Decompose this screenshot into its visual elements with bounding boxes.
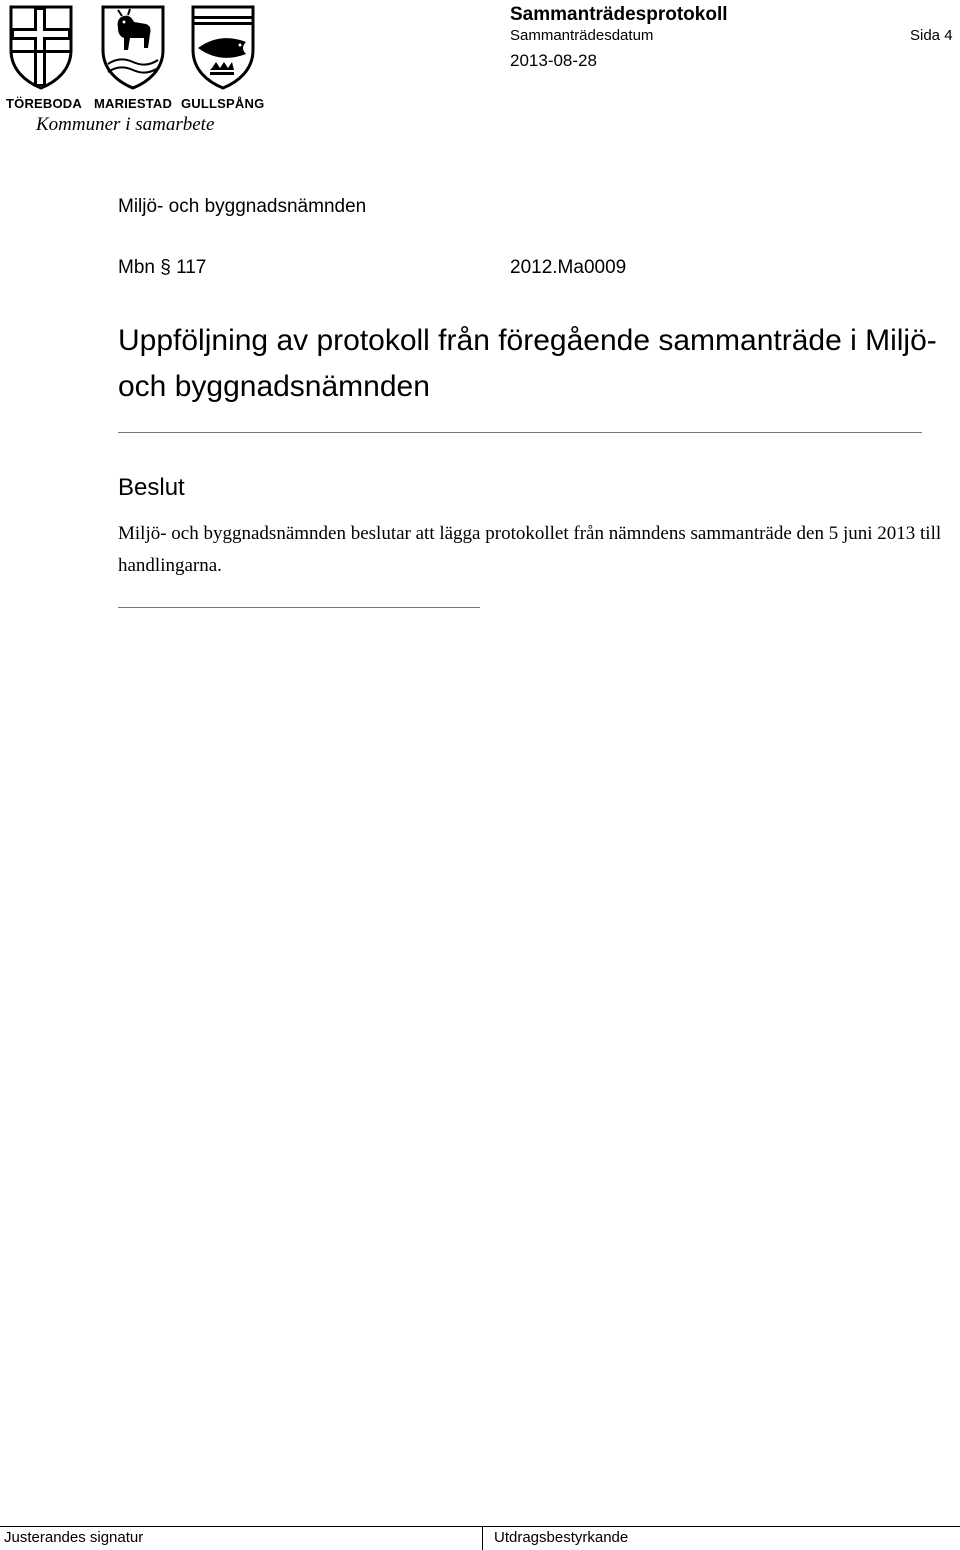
meeting-date-label: Sammanträdesdatum [510, 27, 654, 44]
case-number: 2012.Ma0009 [510, 257, 627, 278]
municipality-names [6, 96, 265, 112]
committee-name: Miljö- och byggnadsnämnden [118, 196, 367, 217]
divider [118, 432, 922, 433]
certification-field-label: Utdragsbestyrkande [494, 1529, 629, 1546]
page-number: Sida 4 [910, 27, 953, 44]
municipality-name: GULLSPÅNG [181, 96, 265, 111]
reference-row [118, 257, 918, 283]
municipality-name: TÖREBODA [6, 96, 82, 111]
signature-field-label: Justerandes signatur [4, 1529, 144, 1546]
logo-tagline: Kommuner i samarbete [36, 114, 215, 135]
municipal-logo [6, 4, 265, 135]
decision-text: Miljö- och byggnadsnämnden beslutar att lägga protokollet från nämndens sammanträde den 5 juni 2013 till handlingarna. [118, 523, 942, 576]
divider [118, 607, 480, 608]
toreboda-crest-icon [8, 4, 74, 90]
paragraph-number: Mbn § 117 [118, 257, 207, 278]
meeting-date: 2013-08-28 [510, 51, 597, 70]
mariestad-crest-icon [100, 4, 166, 90]
section-title: Beslut [118, 474, 185, 501]
item-heading: Uppföljning av protokoll från föregående sammanträde i Miljö- och byggnadsnämnden [118, 324, 937, 403]
document-type-title: Sammanträdesprotokoll [510, 4, 728, 25]
footer-divider [0, 1526, 960, 1527]
gullspang-crest-icon [190, 4, 256, 90]
footer-column-divider [482, 1526, 483, 1550]
municipality-name: MARIESTAD [94, 96, 173, 111]
